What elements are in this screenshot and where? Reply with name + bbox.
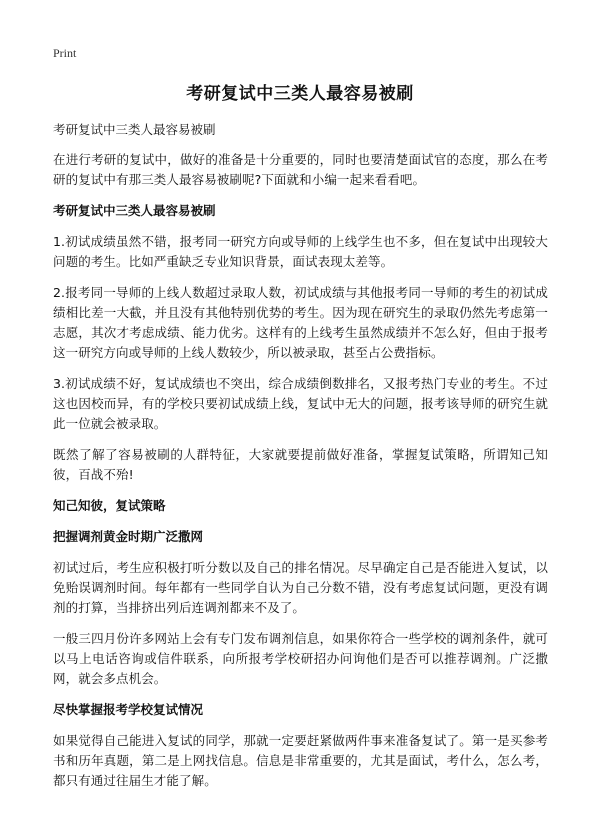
page-title: 考研复试中三类人最容易被刷 — [186, 84, 414, 104]
article-body — [53, 120, 548, 802]
adjustment-paragraph-1: 初试过后，考生应积极打听分数以及自己的排名情况。尽早确定自己是否能进入复试，以免贻误调剂时间。每年都有一些同学自认为自己分数不错，没有考虑复试问题，更没有调剂的打算，当排挤出列后连调剂都来不及了。 — [53, 560, 548, 615]
school-info-paragraph-1: 如果觉得自己能进入复试的同学，那就一定要赶紧做两件事来准备复试了。第一是买参考书和历年真题，第二是上网找信息。信息是非常重要的，尤其是面试，考什么，怎么考，都只有通过往届生才能了解。 — [53, 733, 548, 788]
section-heading-three-types: 考研复试中三类人最容易被刷 — [53, 203, 216, 218]
conclusion-paragraph: 既然了解了容易被刷的人群特征，大家就要提前做好准备，掌握复试策略，所谓知己知彼，百战不殆! — [53, 447, 548, 482]
article-subtitle: 考研复试中三类人最容易被刷 — [53, 122, 216, 137]
point-paragraph-1: 1.初试成绩虽然不错，报考同一研究方向或导师的上线学生也不多，但在复试中出现较大问题的考生。比如严重缺乏专业知识背景，面试表现太差等。 — [53, 234, 548, 269]
point-paragraph-2: 2.报考同一导师的上线人数超过录取人数，初试成绩与其他报考同一导师的考生的初试成绩相比差一大截，并且没有其他特别优势的考生。因为现在研究生的录取仍然先考虑第一志愿，其次才考虑成绩、能力优劣。这样有的上线考生虽然成绩并不怎么好，但由于报考这一研究方向或导师的上线人数较少，所以被录取，甚至占公费指标。 — [53, 285, 548, 360]
point-paragraph-3: 3.初试成绩不好，复试成绩也不突出，综合成绩倒数排名，又报考热门专业的考生。不过这也因校而异，有的学校只要初试成绩上线，复试中无大的问题，报考该导师的研究生就此一位就会被录取。 — [53, 376, 548, 431]
print-link[interactable]: Print — [53, 46, 77, 60]
section-heading-strategy: 知己知彼，复试策略 — [53, 498, 166, 513]
section-heading-school-info: 尽快掌握报考学校复试情况 — [53, 702, 204, 717]
adjustment-paragraph-2: 一般三四月份许多网站上会有专门发布调剂信息，如果你符合一些学校的调剂条件，就可以马上电话咨询或信件联系，向所报考学校研招办问询他们是否可以推荐调剂。广泛撒网，就会多点机会。 — [53, 631, 548, 686]
section-heading-adjustment: 把握调剂黄金时期广泛撒网 — [53, 529, 204, 544]
intro-paragraph: 在进行考研的复试中，做好的准备是十分重要的，同时也要清楚面试官的态度，那么在考研的复试中有那三类人最容易被刷呢?下面就和小编一起来看看吧。 — [53, 152, 548, 187]
